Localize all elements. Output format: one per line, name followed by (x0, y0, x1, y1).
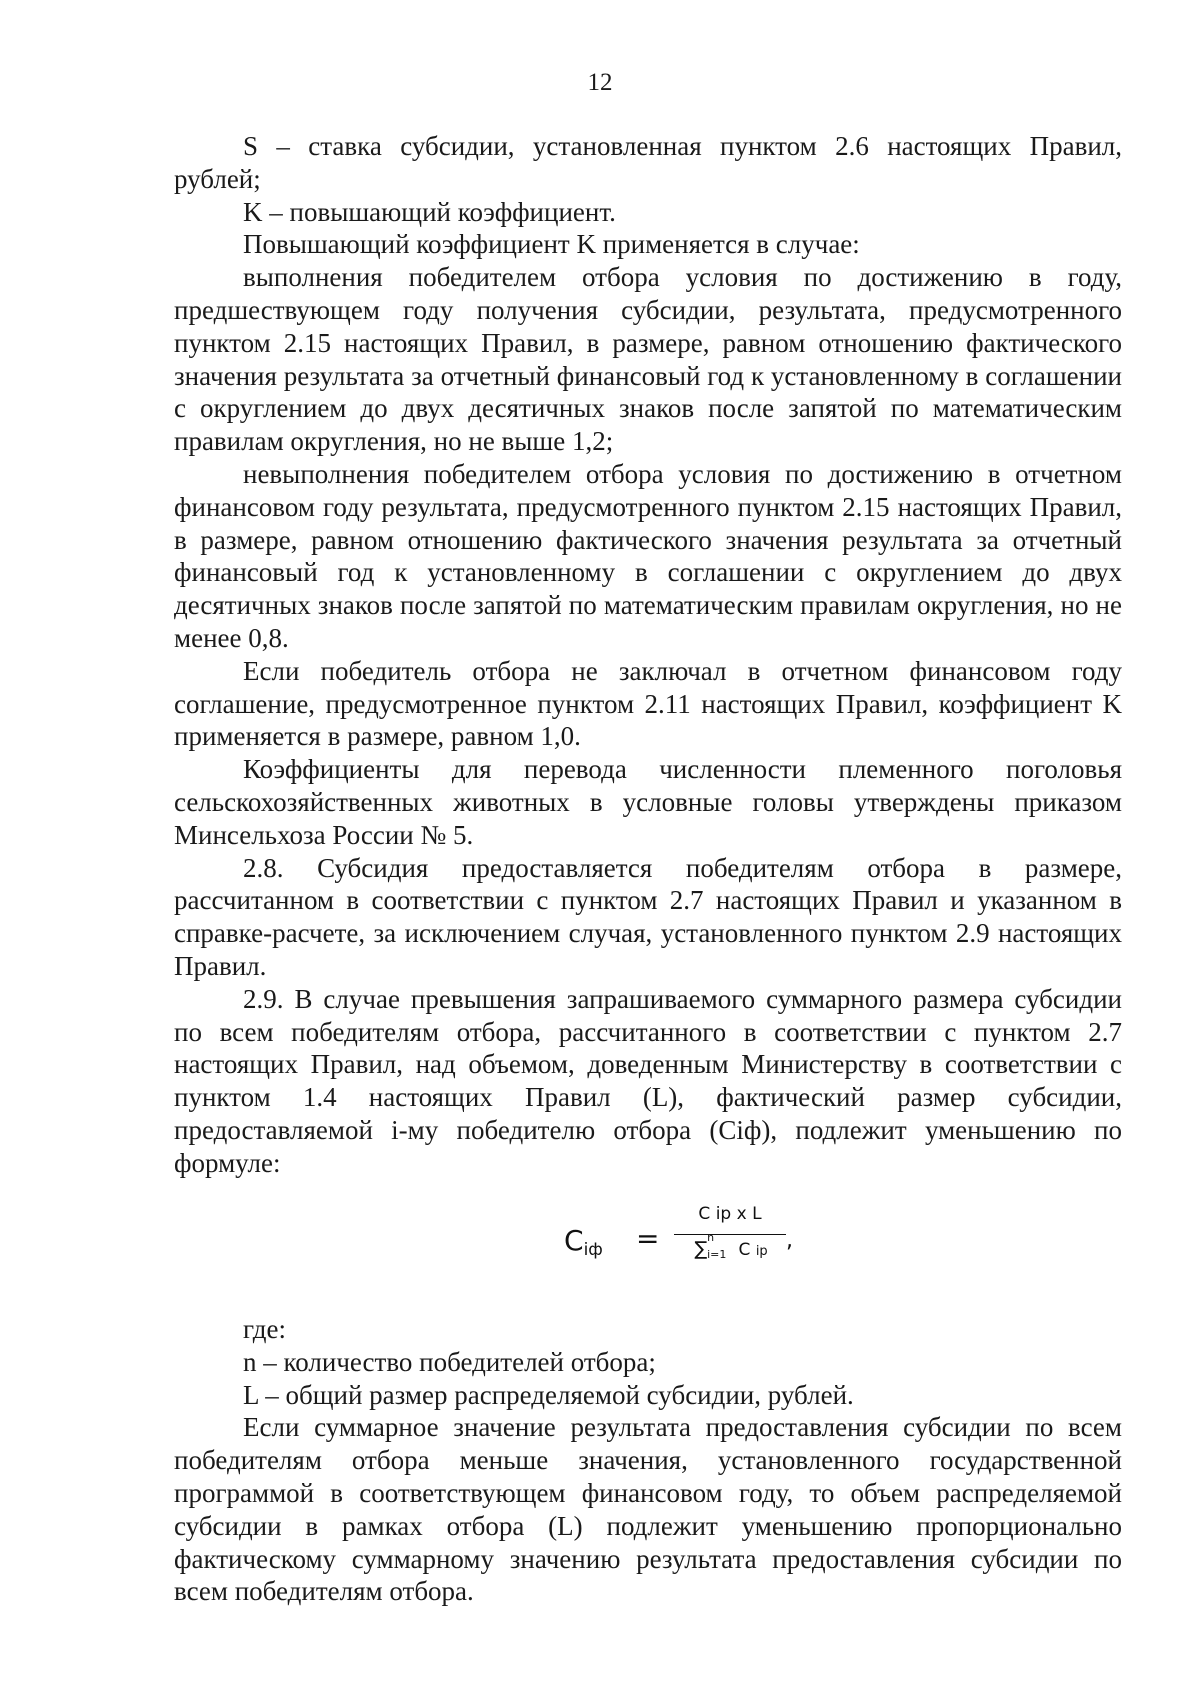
paragraph-reduction-rule: Если суммарное значение результата предоставления субсидии по всем победителям отбора меньше значения, установленного государственной программой в соответствующем финансовом году, то объем распределяемой субсидии в рамках отбора (L) подлежит уменьшению пропорционально фактическому суммарному значению результата предоставления субсидии по всем победителям отбора. (174, 1412, 1122, 1607)
document-body-top (174, 130, 1122, 1180)
sum-limits (707, 1231, 733, 1261)
formula-fraction-bar (674, 1234, 786, 1235)
formula-trailing-comma: , (786, 1228, 793, 1253)
paragraph-s-definition: S – ставка субсидии, установленная пунктом 2.6 настоящих Правил, рублей; (174, 131, 1122, 194)
paragraph-clause-2-8: 2.8. Субсидия предоставляется победителям отбора в размере, рассчитанном в соответствии с пунктом 2.7 настоящих Правил и указанном в справке-расчете, за исключением случая, установленного пунктом 2.9 настоящих Правил. (174, 852, 1122, 981)
page-number: 12 (587, 69, 613, 96)
formula-equals-sign: = (636, 1222, 660, 1255)
paragraph-no-agreement-case: Если победитель отбора не заключал в отчетном финансовом году соглашение, предусмотренное пунктом 2.11 настоящих Правил, коэффициент K применяется в размере, равном 1,0. (174, 655, 1122, 752)
sum-upper-limit: n (707, 1231, 715, 1244)
paragraph-clause-2-9: 2.9. В случае превышения запрашиваемого суммарного размера субсидии по всем победителям отбора, рассчитанного в соответствии с пунктом 2.7 настоящих Правил, над объемом, доведенным Министерству в соответствии с пунктом 1.4 настоящих Правил (L), фактический размер субсидии, предоставляемой i-му победителю отбора (Ciф), подлежит уменьшению по формуле: (174, 983, 1122, 1178)
paragraph-n-definition: n – количество победителей отбора; (243, 1346, 656, 1377)
paragraph-fulfillment-case: выполнения победителем отбора условия по достижению в году, предшествующем году получения субсидии, результата, предусмотренного пунктом 2.15 настоящих Правил, в размере, равном отношению фактического значения результата за отчетный финансовый год к установленному в соглашении с округлением до двух десятичных знаков после запятой по математическим правилам округления, но не выше 1,2; (174, 262, 1122, 457)
formula-lhs (564, 1224, 603, 1260)
paragraph-conversion-coefficients: Коэффициенты для перевода численности племенного поголовья сельскохозяйственных животных в условные головы утверждены приказом Минсельхоза России № 5. (174, 754, 1122, 850)
sum-lower-limit: i=1 (707, 1248, 727, 1261)
paragraph-k-definition: K – повышающий коэффициент. (243, 196, 616, 227)
paragraph-l-definition: L – общий размер распределяемой субсидии, рублей. (243, 1379, 854, 1410)
formula-lhs-symbol: C (564, 1224, 584, 1257)
paragraph-k-conditions: Повышающий коэффициент K применяется в случае: (243, 229, 860, 260)
denominator-subscript: ip (755, 1244, 768, 1259)
formula-denominator (676, 1231, 786, 1261)
denominator-term: C (738, 1240, 751, 1260)
formula-numerator: C ip x L (698, 1204, 762, 1224)
formula-lhs-subscript: iф (583, 1240, 603, 1260)
paragraph-where: где: (243, 1314, 286, 1344)
document-body-bottom (174, 1313, 1122, 1608)
subsidy-formula (550, 1200, 850, 1290)
paragraph-nonfulfillment-case: невыполнения победителем отбора условия по достижению в отчетном финансовом году результата, предусмотренного пунктом 2.15 настоящих Правил, в размере, равном отношению фактического значения результата за отчетный финансовый год к установленному в соглашении с округлением до двух десятичных знаков после запятой по математическим правилам округления, но не менее 0,8. (174, 458, 1122, 653)
sum-symbol: ∑ (694, 1238, 708, 1260)
